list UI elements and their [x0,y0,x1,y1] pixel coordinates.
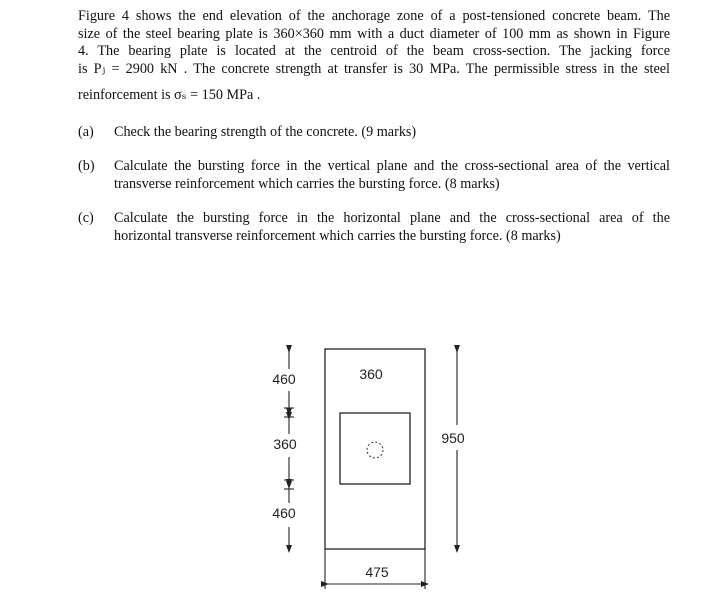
intro-last-line: reinforcement is σₛ = 150 MPa . [78,87,261,104]
dim-middle-label: 360 [273,436,297,452]
question-label: (a) [78,124,94,140]
question-text: transverse reinforcement which carries the bursting force. (8 marks) [114,175,500,192]
dim-bottom-label: 460 [272,505,296,521]
intro-line: 4. The bearing plate is located at the centroid of the beam cross-section. The jacking force [78,43,670,60]
question-text: Check the bearing strength of the concrete. (9 marks) [114,124,417,140]
question-text: horizontal transverse reinforcement which carries the bursting force. (8 marks) [114,227,561,244]
question-text: Calculate the bursting force in the horizontal plane and the cross-sectional area of the [114,210,670,226]
dim-top-label: 460 [272,371,296,387]
beam-width-label: 475 [365,564,389,580]
intro-line: Figure 4 shows the end elevation of the anchorage zone of a post-tensioned concrete beam. The [78,8,670,24]
question-label: (c) [78,210,94,226]
plate-width-label: 360 [359,366,383,382]
question-text: Calculate the bursting force in the vertical plane and the cross-sectional area of the vertical [114,158,670,174]
intro-line: size of the steel bearing plate is 360×360 mm with a duct diameter of 100 mm as shown in Figure [78,25,670,42]
intro-line: is Pⱼ = 2900 kN . The concrete strength at transfer is 30 MPa. The permissible stress in the steel [78,60,670,77]
bearing-plate [340,413,410,484]
total-height-label: 950 [441,430,465,446]
duct-circle [367,442,383,458]
question-label: (b) [78,158,95,174]
